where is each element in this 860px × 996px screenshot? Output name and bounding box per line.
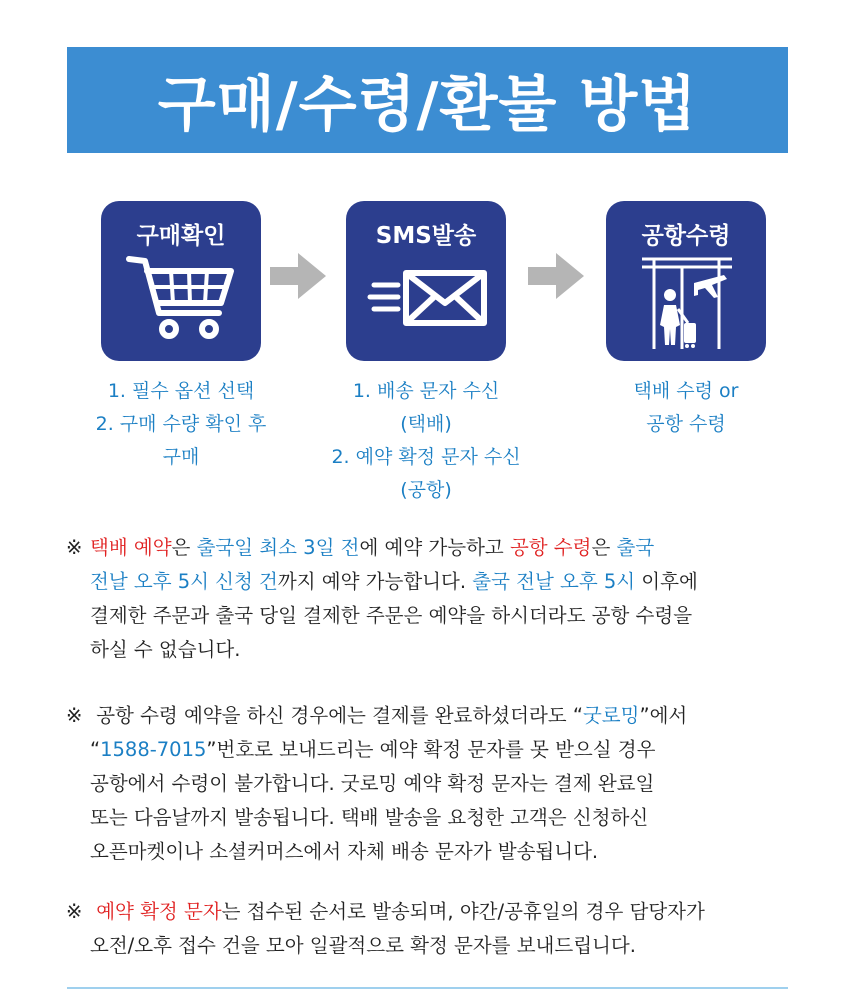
envelope-icon [346, 201, 506, 361]
step-icon-box [606, 201, 766, 361]
reference-mark: ※ [66, 704, 83, 727]
note-text: 까지 예약 가능합니다. [277, 570, 473, 593]
highlight-text: 공항 수령 [509, 536, 592, 559]
highlight-text: 예약 확정 문자 [90, 900, 222, 923]
bottom-divider [67, 987, 788, 989]
note-text: 공항 수령 예약을 하신 경우에는 결제를 완료하셨더라도 “ [90, 704, 583, 727]
reference-mark: ※ [66, 900, 83, 923]
highlight-text: 출국 [616, 536, 655, 559]
step-desc-line: (택배) [400, 413, 452, 435]
airport-pickup-icon [606, 201, 766, 361]
step-desc-line: 2. 예약 확정 문자 수신 [331, 446, 521, 468]
highlight-text: 출국일 최소 3일 전 [196, 536, 360, 559]
step-icon-box [101, 201, 261, 361]
note-text: 에 예약 가능하고 [359, 536, 510, 559]
highlight-text: 굿로밍 [582, 704, 640, 727]
step-airport-pickup [576, 201, 796, 441]
notice-reservation-deadline [66, 531, 806, 667]
page-title-banner [67, 47, 788, 153]
notice-confirmation-order [66, 895, 806, 963]
step-purchase-confirm [71, 201, 291, 474]
step-label: 공항수령 [641, 223, 731, 249]
step-sms-send [316, 201, 536, 507]
step-icon-box [346, 201, 506, 361]
highlight-text: 출국 전날 오후 5시 [472, 570, 636, 593]
notice-confirmation-sms [66, 699, 806, 869]
note-text: 은 [591, 536, 617, 559]
step-desc-line: 2. 구매 수량 확인 후 [95, 413, 267, 435]
step-desc-line: 1. 필수 옵션 선택 [107, 380, 255, 402]
highlight-text: 1588-7015 [100, 738, 207, 761]
note-text: ”에서 [639, 704, 688, 727]
cart-icon [101, 201, 261, 361]
note-text: ”번호로 보내드리는 예약 확정 문자를 못 받으실 경우 [206, 738, 656, 761]
step-label: 구매확인 [136, 223, 226, 249]
step-desc-line: 공항 수령 [646, 413, 726, 435]
note-text: 하실 수 없습니다. [90, 638, 241, 661]
note-text: 오픈마켓이나 소셜커머스에서 자체 배송 문자가 발송됩니다. [90, 840, 599, 863]
note-text: 이후에 [635, 570, 698, 593]
highlight-text: 전날 오후 5시 신청 건 [90, 570, 278, 593]
step-desc-line: 택배 수령 or [633, 380, 739, 402]
reference-mark: ※ [66, 536, 83, 559]
note-text: “ [90, 738, 101, 761]
note-text: 공항에서 수령이 불가합니다. 굿로밍 예약 확정 문자는 결제 완료일 [90, 772, 655, 795]
page-title: 구매/수령/환불 방법 [157, 70, 698, 140]
step-desc-line: (공항) [400, 479, 452, 501]
note-text: 은 [171, 536, 197, 559]
highlight-text: 택배 예약 [90, 536, 172, 559]
note-text: 는 접수된 순서로 발송되며, 야간/공휴일의 경우 담당자가 [221, 900, 705, 923]
note-text: 또는 다음날까지 발송됩니다. 택배 발송을 요청한 고객은 신청하신 [90, 806, 649, 829]
note-text: 오전/오후 접수 건을 모아 일괄적으로 확정 문자를 보내드립니다. [90, 934, 636, 957]
step-desc-line: 1. 배송 문자 수신 [352, 380, 500, 402]
step-label: SMS발송 [375, 223, 477, 249]
step-desc-line: 구매 [162, 446, 200, 468]
note-text: 결제한 주문과 출국 당일 결제한 주문은 예약을 하시더라도 공항 수령을 [90, 604, 693, 627]
